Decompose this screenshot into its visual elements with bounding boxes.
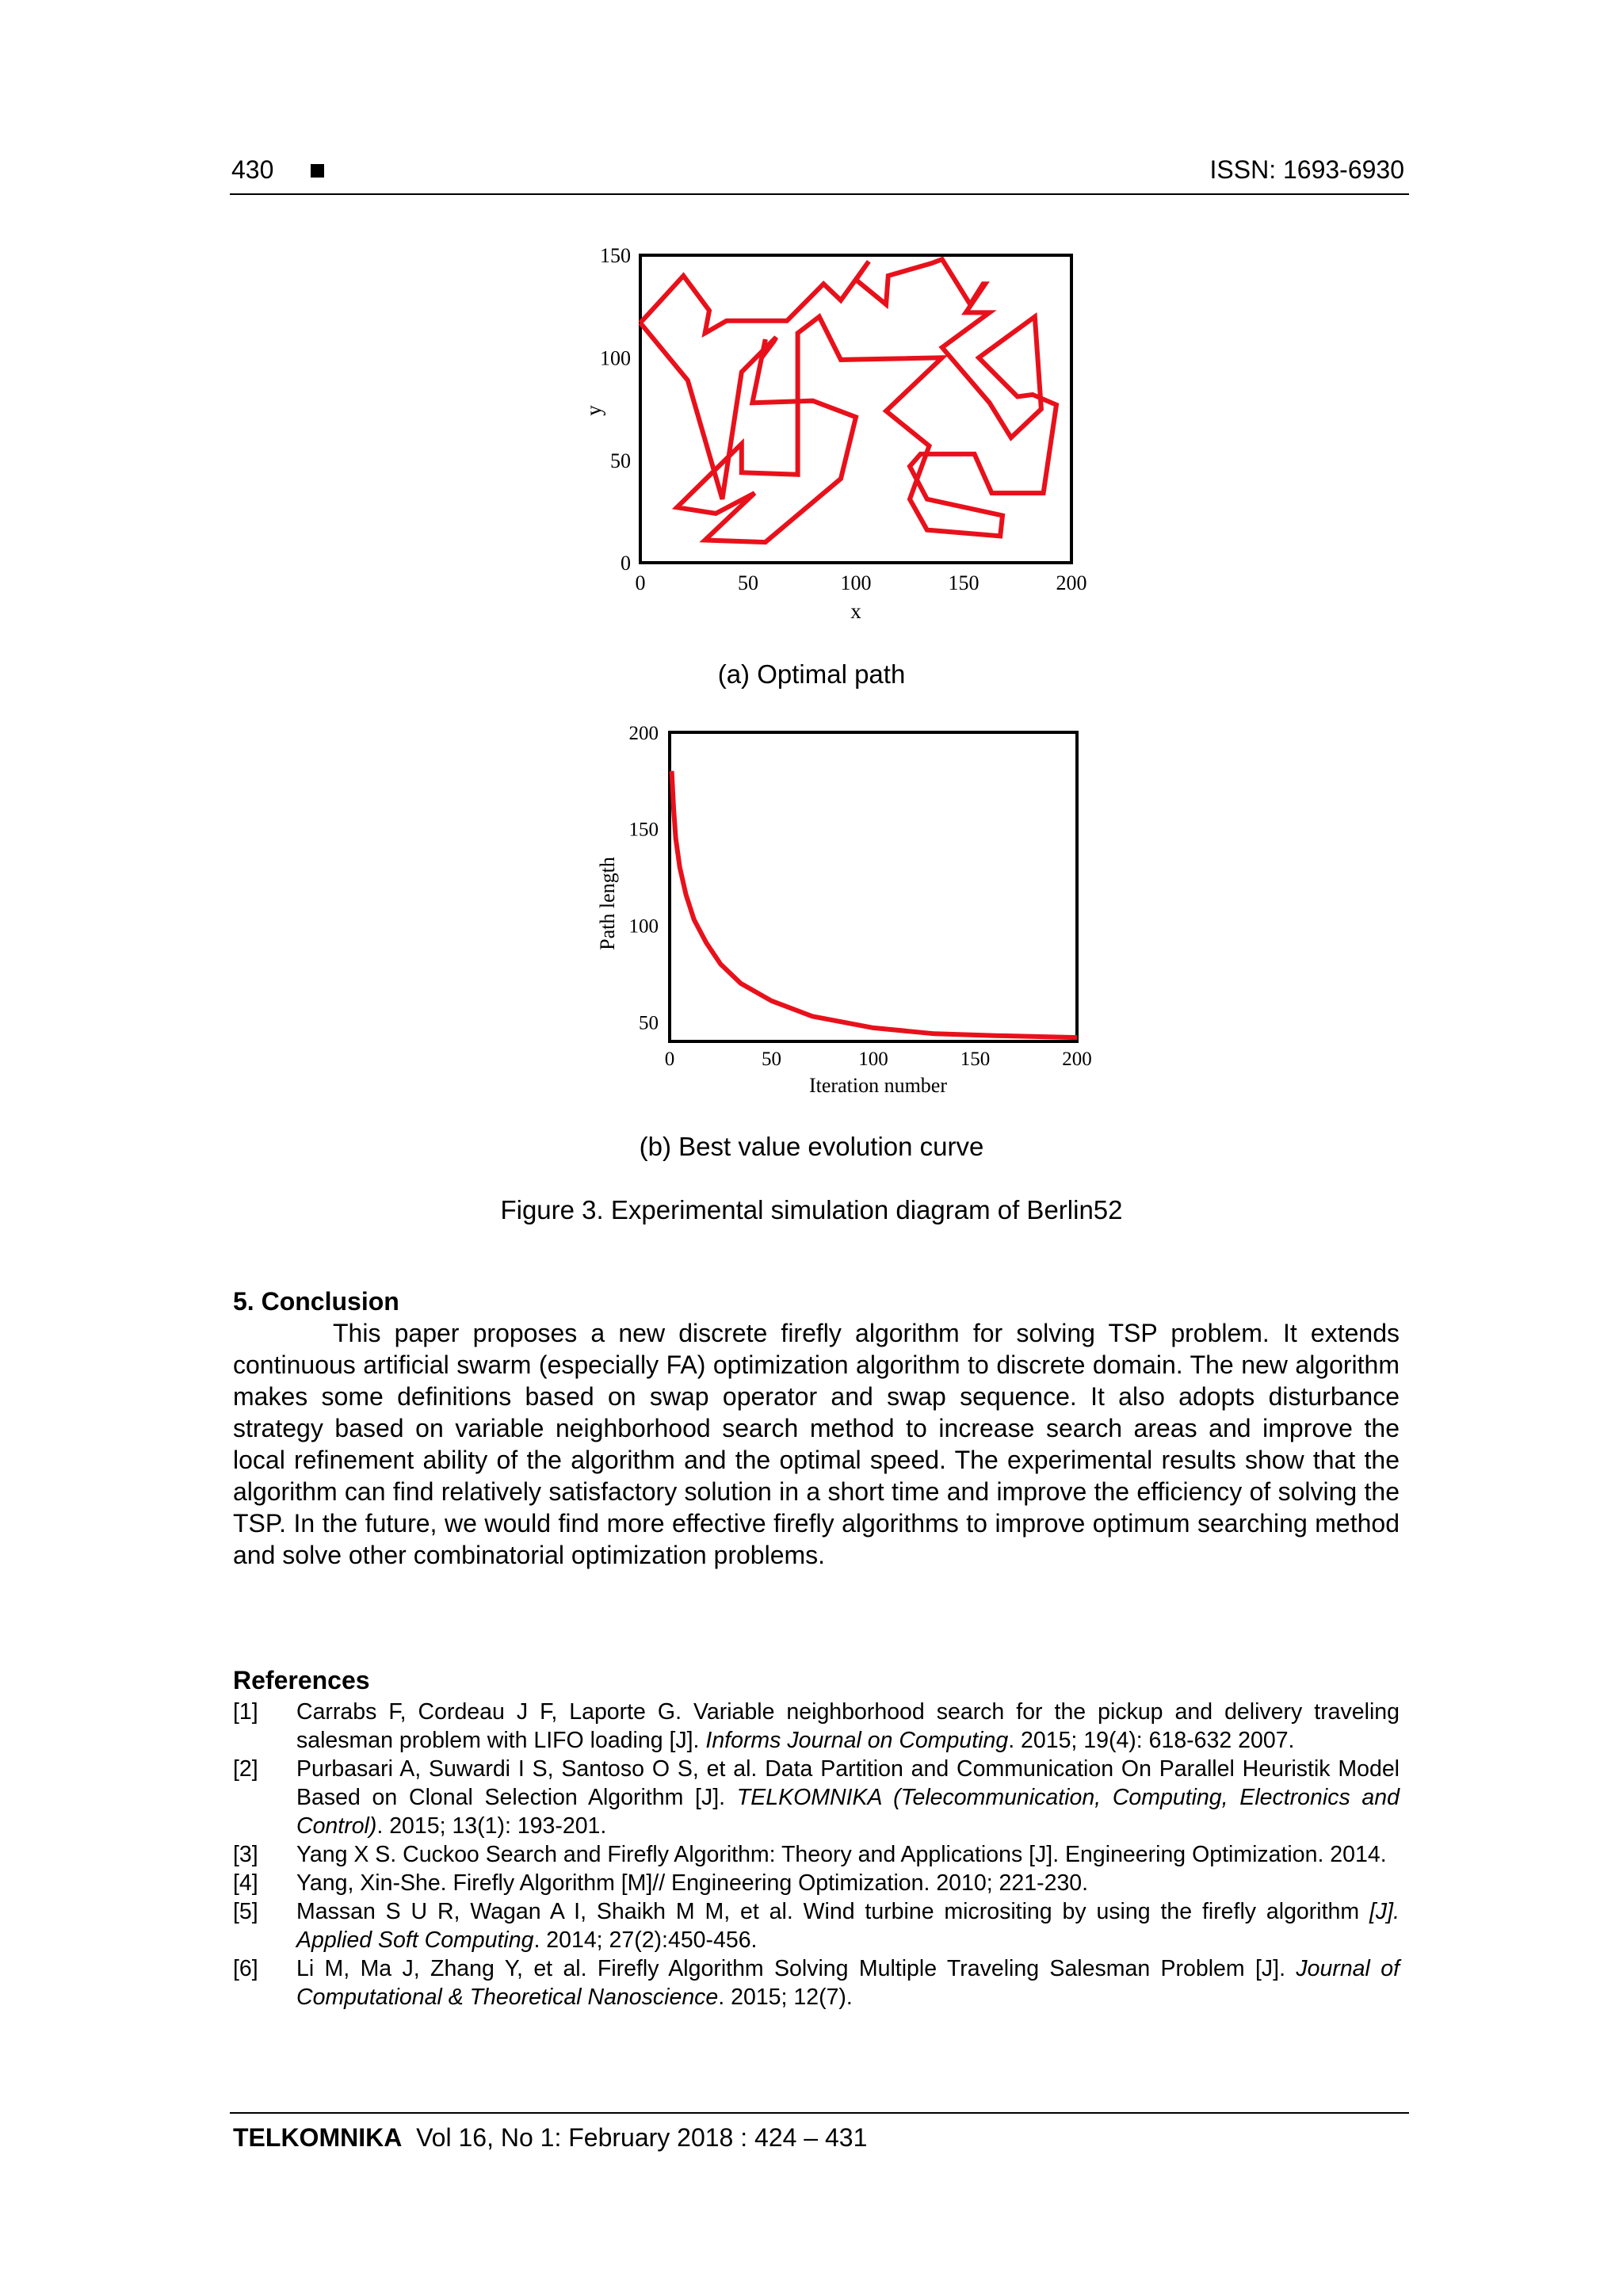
reference-number: [1] — [233, 1699, 258, 1725]
reference-journal: [J]. Applied Soft Computing — [296, 1899, 1400, 1953]
reference-text — [296, 1869, 1400, 1897]
y-tick-label: 100 — [628, 915, 659, 938]
reference-tail: . 2014; 27(2):450-456. — [533, 1927, 758, 1953]
reference-body: Yang X S. Cuckoo Search and Firefly Algorithm: Theory and Applications [J]. Engineering Optimization. 2014. — [296, 1842, 1387, 1867]
reference-number: [2] — [233, 1756, 258, 1782]
y-tick-label: 50 — [639, 1012, 659, 1034]
reference-journal: TELKOMNIKA (Telecommunication, Computing, Electronics and Control) — [296, 1785, 1400, 1839]
footer-rule — [230, 2112, 1409, 2114]
y-tick-label: 150 — [600, 244, 631, 268]
x-tick-label: 200 — [1062, 1049, 1092, 1070]
y-axis-label: Path length — [596, 857, 619, 950]
reference-text — [296, 1897, 1400, 1954]
reference-journal: Journal of Computational & Theoretical Nanoscience — [296, 1956, 1400, 2010]
x-tick-label: 0 — [635, 571, 646, 594]
header-rule — [230, 193, 1409, 195]
conclusion-text: This paper proposes a new discrete firefly algorithm for solving TSP problem. It extends continuous artificial swarm (especially FA) optimization algorithm to discrete domain. The new algorithm makes some definitions based on swap operator and swap sequence. It also adopts disturbance strategy based on variable neighborhood search method to increase search areas and improve the local refinement ability of the algorithm and the optimal speed. The experimental results show that the algorithm can find relatively satisfactory solution in a short time and improve the efficiency of solving the TSP. In the future, we would find more effective firefly algorithms to improve optimum searching method and solve other combinatorial optimization problems. — [233, 1319, 1400, 1569]
figure-b-caption: (b) Best value evolution curve — [639, 1132, 984, 1161]
reference-text — [296, 1954, 1400, 2011]
x-tick-label: 100 — [840, 571, 872, 594]
optimal-tour-path — [640, 259, 1056, 542]
references-heading: References — [233, 1666, 370, 1694]
reference-journal: Informs Journal on Computing — [705, 1728, 1009, 1753]
reference-body: Purbasari A, Suwardi I S, Santoso O S, et al. Data Partition and Communication On Parallel Heuristik Model Based on Clonal Selection Algorithm [J]. — [296, 1756, 1400, 1810]
conclusion-heading: 5. Conclusion — [233, 1287, 399, 1316]
reference-tail: . 2015; 19(4): 618-632 2007. — [1008, 1728, 1295, 1753]
reference-item — [233, 1869, 1400, 1897]
reference-body: Carrabs F, Cordeau J F, Laporte G. Variable neighborhood search for the pickup and delivery traveling salesman problem with LIFO loading [J]. — [296, 1699, 1400, 1753]
conclusion-paragraph — [233, 1317, 1400, 1571]
y-tick-label: 150 — [628, 819, 659, 841]
x-tick-label: 50 — [762, 1049, 781, 1070]
x-tick-label: 0 — [664, 1049, 675, 1070]
y-axis-label: y — [582, 405, 605, 416]
references-list — [233, 1698, 1400, 2011]
reference-item — [233, 1840, 1400, 1869]
reference-text — [296, 1755, 1400, 1840]
footer — [233, 2123, 867, 2153]
footer-issue: Vol 16, No 1: February 2018 : 424 – 431 — [416, 2123, 868, 2152]
best-value-curve — [672, 771, 1077, 1037]
reference-number: [5] — [233, 1899, 258, 1924]
reference-number: [3] — [233, 1842, 258, 1867]
x-axis-label: Iteration number — [809, 1074, 947, 1097]
reference-number: [6] — [233, 1956, 258, 1981]
plot-frame — [670, 732, 1077, 1041]
reference-text — [296, 1840, 1400, 1869]
header-square-bullet — [311, 164, 324, 178]
figure-a-caption: (a) Optimal path — [717, 659, 906, 689]
x-axis-label: x — [850, 599, 861, 623]
reference-item — [233, 1897, 1400, 1954]
x-tick-label: 200 — [1056, 571, 1087, 594]
reference-number: [4] — [233, 1870, 258, 1896]
reference-item — [233, 1698, 1400, 1755]
reference-body: Massan S U R, Wagan A I, Shaikh M M, et al. Wind turbine micrositing by using the firefly algorithm — [296, 1899, 1369, 1924]
figure-a-optimal-path — [555, 246, 1094, 634]
reference-item — [233, 1954, 1400, 2011]
x-tick-label: 150 — [960, 1049, 991, 1070]
figure-b-chart — [555, 721, 1109, 1110]
y-tick-label: 100 — [600, 346, 631, 370]
figure-b-evolution-curve — [555, 721, 1109, 1110]
reference-tail: . 2015; 12(7). — [718, 1985, 853, 2010]
reference-text — [296, 1698, 1400, 1755]
x-tick-label: 50 — [738, 571, 758, 594]
y-tick-label: 0 — [621, 552, 631, 575]
figure-a-chart — [555, 246, 1094, 634]
reference-tail: . 2015; 13(1): 193-201. — [376, 1813, 607, 1839]
reference-body: Yang, Xin-She. Firefly Algorithm [M]// Engineering Optimization. 2010; 221-230. — [296, 1870, 1089, 1896]
x-tick-label: 100 — [858, 1049, 888, 1070]
y-tick-label: 200 — [628, 722, 659, 744]
y-tick-label: 50 — [610, 449, 631, 472]
figure-3-caption: Figure 3. Experimental simulation diagram of Berlin52 — [500, 1195, 1123, 1224]
x-tick-label: 150 — [948, 571, 980, 594]
reference-body: Li M, Ma J, Zhang Y, et al. Firefly Algorithm Solving Multiple Traveling Salesman Problem [J]. — [296, 1956, 1296, 1981]
reference-item — [233, 1755, 1400, 1840]
issn: ISSN: 1693-6930 — [1209, 155, 1404, 184]
footer-journal: TELKOMNIKA — [233, 2123, 403, 2152]
page-number: 430 — [231, 155, 274, 184]
